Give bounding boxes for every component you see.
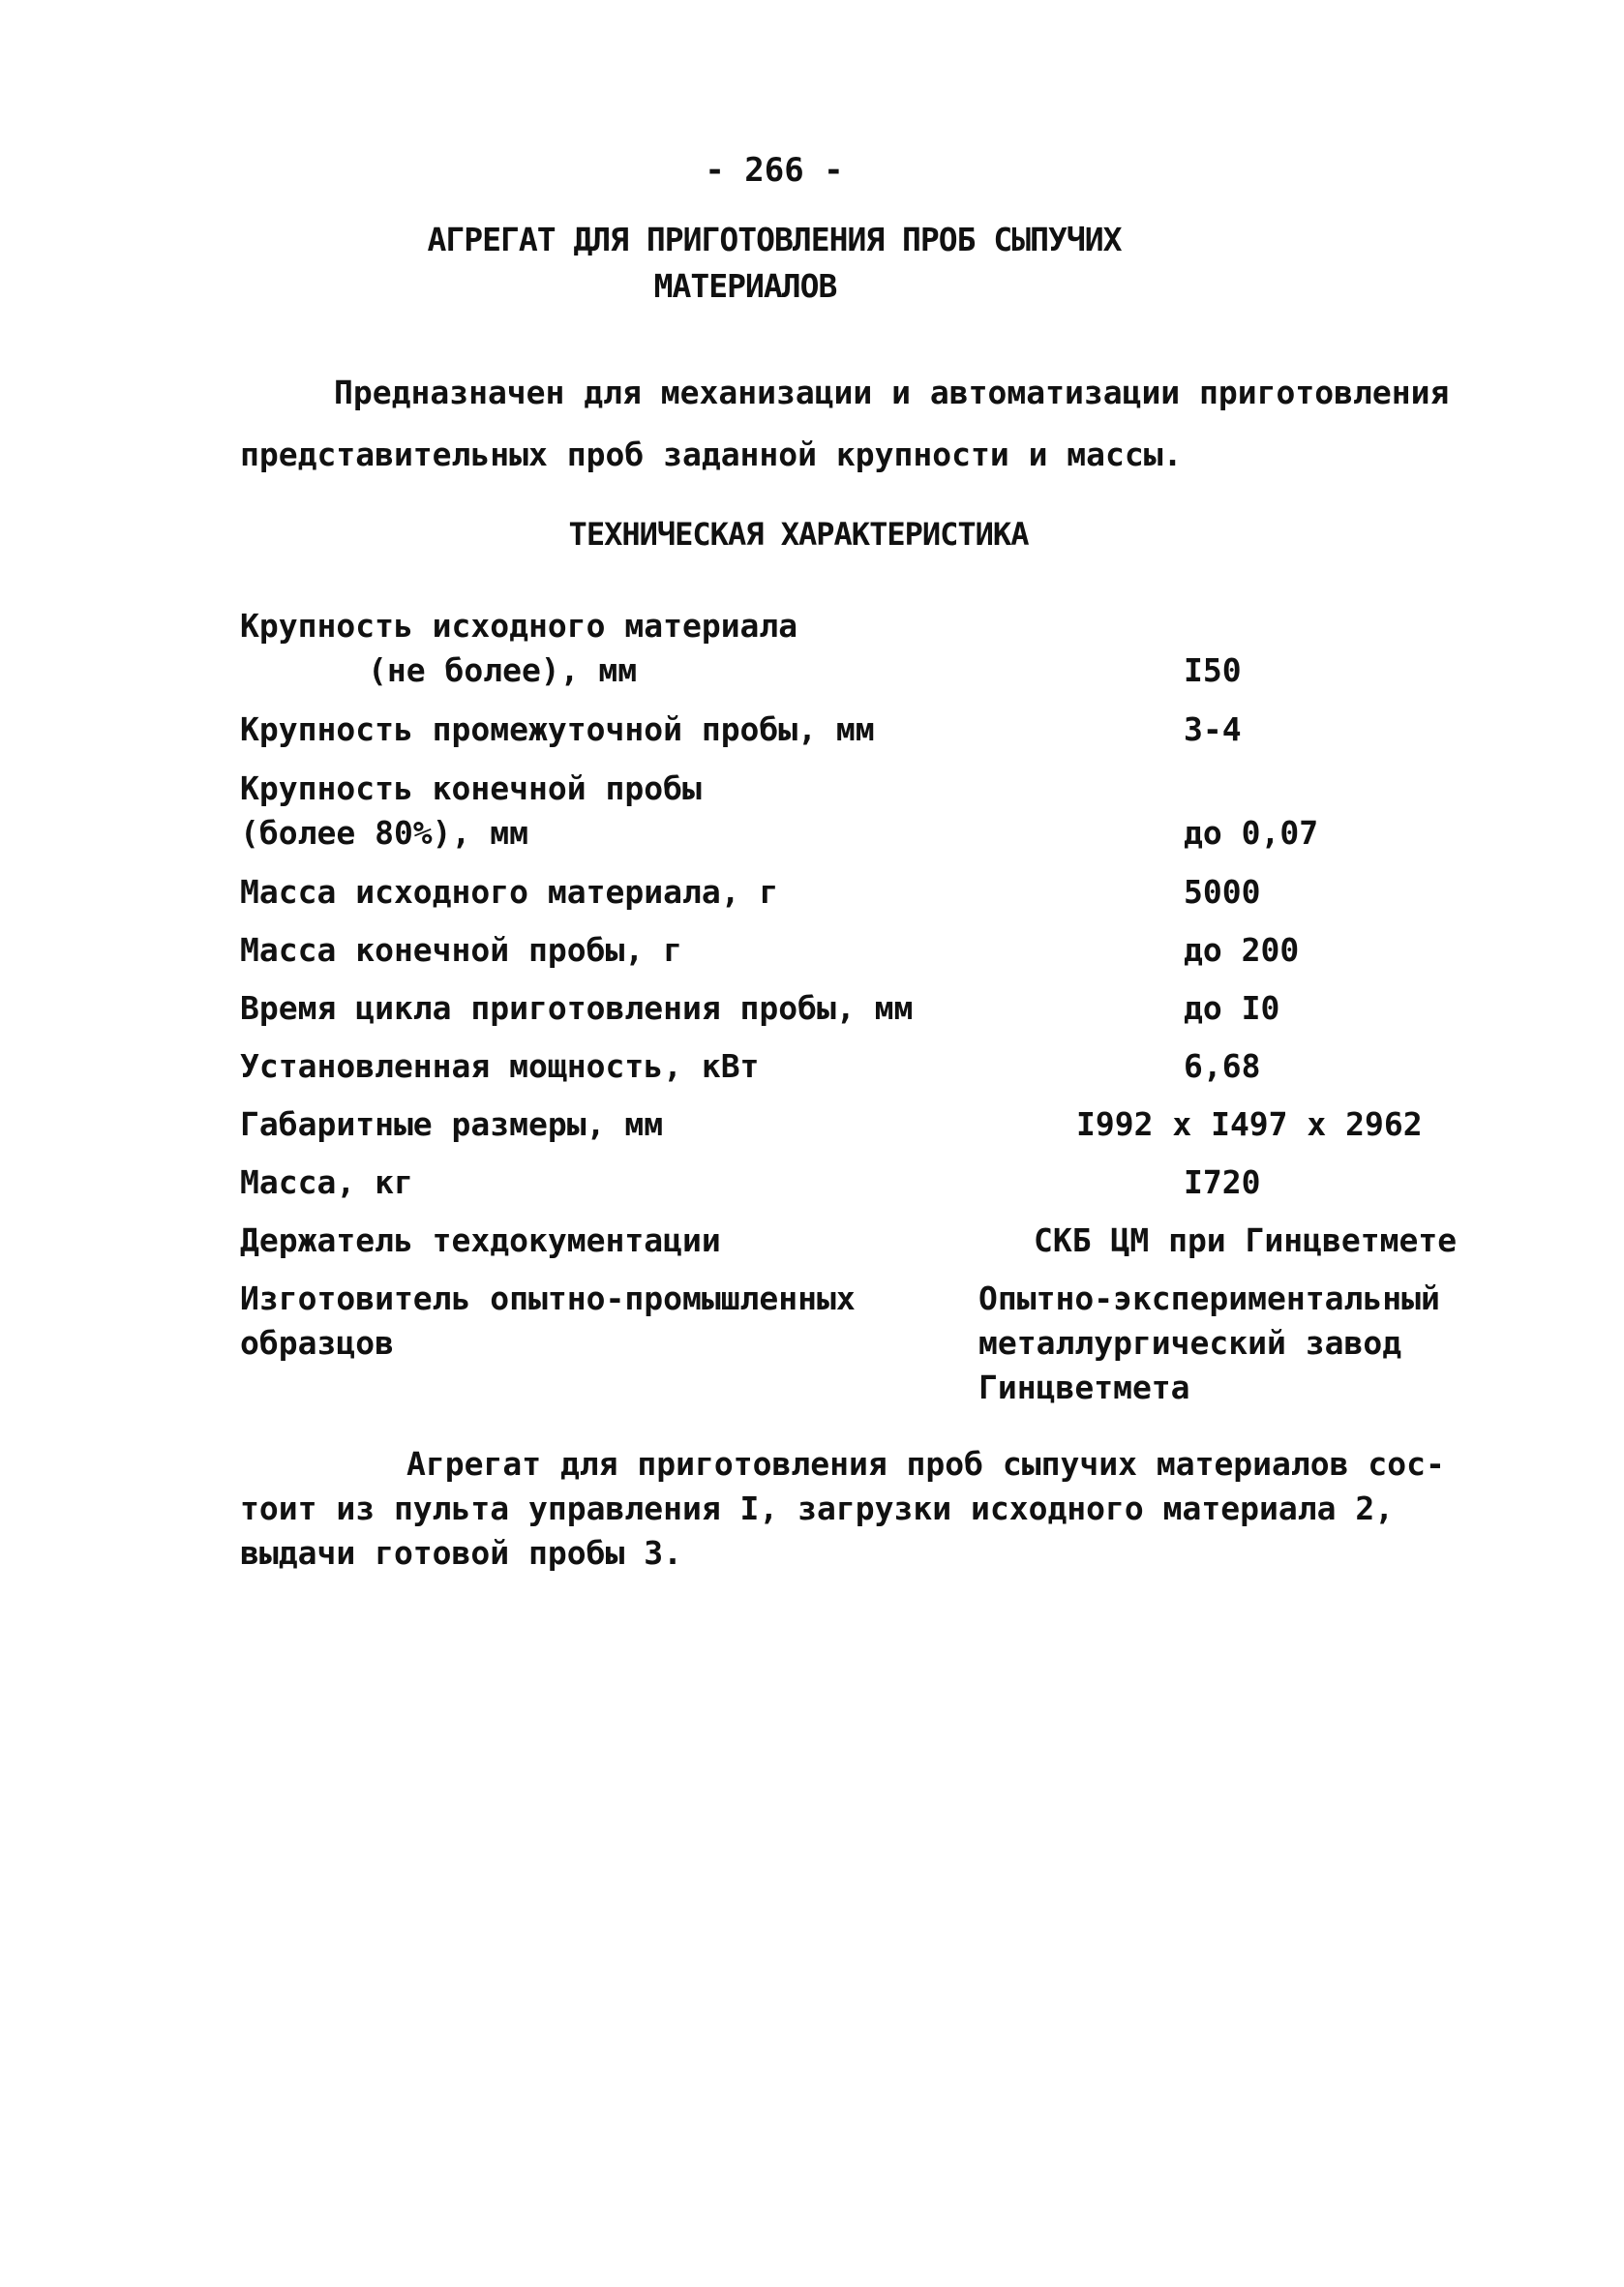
spec-label: Держатель техдокументации <box>240 1221 721 1259</box>
purpose-paragraph-continued: представительных проб заданной крупности и массы. <box>240 436 1183 473</box>
description-paragraph: Агрегат для приготовления проб сыпучих материалов сос- <box>406 1445 1445 1483</box>
spec-value: до 200 <box>1184 931 1300 969</box>
description-paragraph-continued: выдачи готовой пробы 3. <box>240 1534 682 1572</box>
spec-label: Крупность исходного материала <box>240 607 798 645</box>
spec-value: до 0,07 <box>1184 814 1319 852</box>
spec-value: 3-4 <box>1184 710 1242 748</box>
spec-value-continued: металлургический завод <box>978 1324 1402 1362</box>
spec-value: 5000 <box>1184 873 1261 911</box>
document-title: АГРЕГАТ ДЛЯ ПРИГОТОВЛЕНИЯ ПРОБ СЫПУЧИХ <box>427 221 1122 258</box>
spec-label-continued: образцов <box>240 1324 394 1362</box>
spec-label-continued: (более 80%), мм <box>240 814 529 852</box>
spec-value-continued: Гинцветмета <box>978 1369 1190 1406</box>
spec-value: 6,68 <box>1184 1047 1261 1085</box>
purpose-paragraph: Предназначен для механизации и автоматизации приготовления <box>334 374 1450 411</box>
spec-value: до I0 <box>1184 989 1280 1027</box>
section-heading: ТЕХНИЧЕСКАЯ ХАРАКТЕРИСТИКА <box>568 516 1029 553</box>
document-title-continued: МАТЕРИАЛОВ <box>653 267 837 305</box>
spec-label: Время цикла приготовления пробы, мм <box>240 989 914 1027</box>
spec-label: Масса, кг <box>240 1163 413 1201</box>
page-number: - 266 - <box>705 151 844 190</box>
spec-label: Крупность промежуточной пробы, мм <box>240 710 875 748</box>
spec-value: I720 <box>1184 1163 1261 1201</box>
spec-value: I992 x I497 x 2962 <box>1076 1105 1423 1143</box>
spec-label: Габаритные размеры, мм <box>240 1105 664 1143</box>
spec-label-continued: (не более), мм <box>368 651 638 689</box>
spec-label: Масса исходного материала, г <box>240 873 779 911</box>
spec-value: Опытно-экспериментальный <box>978 1279 1440 1317</box>
spec-label: Масса конечной пробы, г <box>240 931 682 969</box>
spec-label: Изготовитель опытно-промышленных <box>240 1279 856 1317</box>
spec-label: Крупность конечной пробы <box>240 769 702 807</box>
spec-label: Установленная мощность, кВт <box>240 1047 760 1085</box>
spec-value: I50 <box>1184 651 1242 689</box>
description-paragraph-continued: тоит из пульта управления I, загрузки исходного материала 2, <box>240 1490 1395 1527</box>
spec-value: СКБ ЦМ при Гинцветмете <box>1034 1221 1458 1259</box>
